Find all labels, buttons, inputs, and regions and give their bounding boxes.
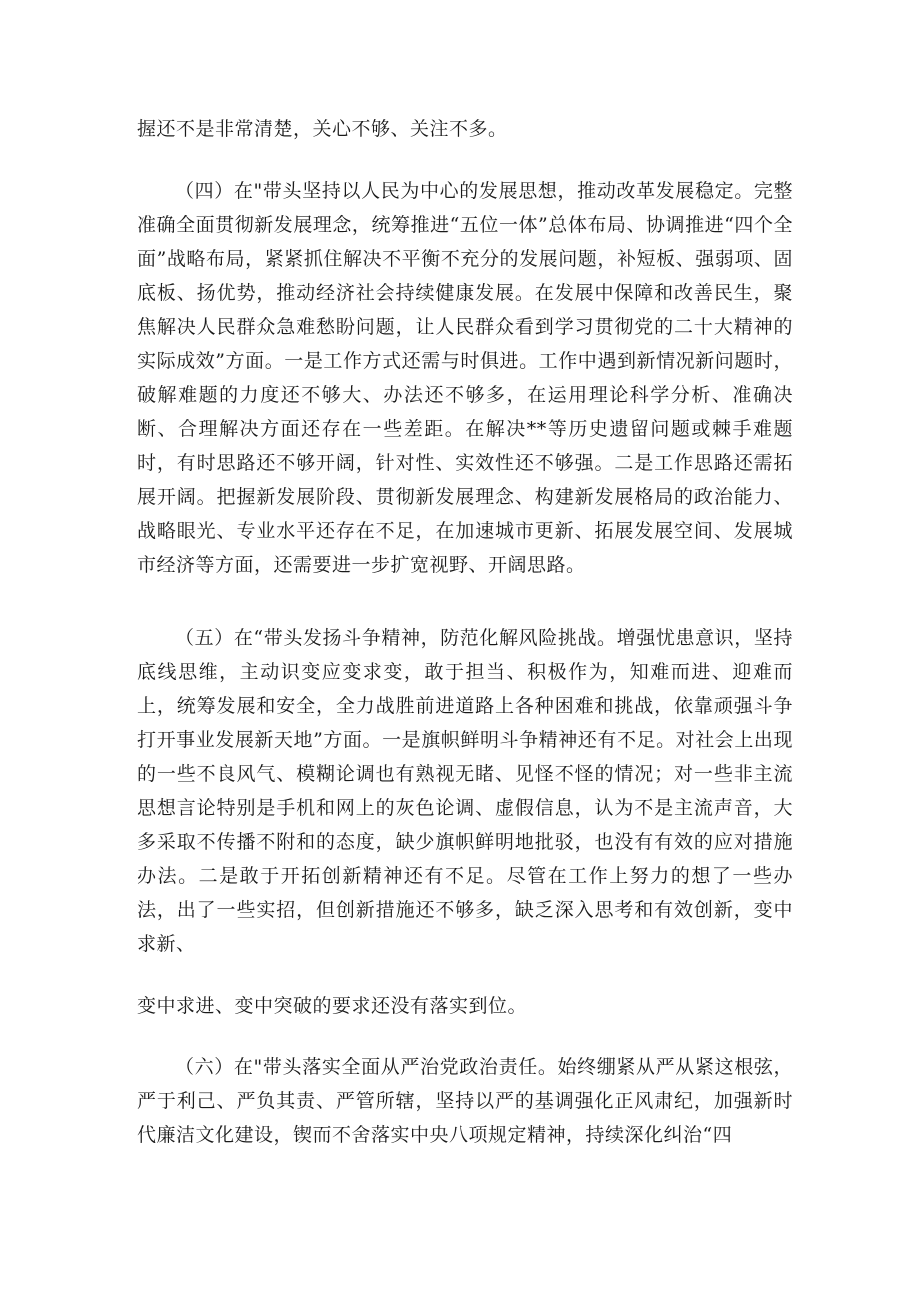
paragraph-continuation: 握还不是非常清楚，关心不够、关注不多。 (137, 118, 508, 140)
paragraph-section-six: （六）在"带头落实全面从严治党政治责任。始终绷紧从严从紧这根弦，严于利己、严负其责、严管所辖，坚持以严的基调强化正风肃纪，加强新时代廉洁文化建设，锲而不舍落实中央八项规定精神，持续深化纠治“四 (137, 1056, 793, 1146)
paragraph-section-five: （五）在“带头发扬斗争精神，防范化解风险挑战。增强忧患意识，坚持底线思维，主动识变应变求变，敢于担当、积极作为，知难而进、迎难而上，统筹发展和安全，全力战胜前进道路上各种困难和挑战，依靠顽强斗争打开事业发展新天地”方面。一是旗帜鲜明斗争精神还有不足。对社会上出现的一些不良风气、模糊论调也有熟视无睹、见怪不怪的情况；对一些非主流思想言论特别是手机和网上的灰色论调、虚假信息，认为不是主流声音，大多采取不传播不附和的态度，缺少旗帜鲜明地批驳，也没有有效的应对措施办法。二是敢于开拓创新精神还有不足。尽管在工作上努力的想了一些办法，出了一些实招，但创新措施还不够多，缺乏深入思考和有效创新，变中求新、 (137, 627, 793, 955)
paragraph-section-four: （四）在"带头坚持以人民为中心的发展思想，推动改革发展稳定。完整准确全面贯彻新发展理念，统筹推进“五位一体”总体布局、协调推进“四个全面”战略布局，紧紧抓住解决不平衡不充分的发展问题，补短板、强弱项、固底板、扬优势，推动经济社会持续健康发展。在发展中保障和改善民生，聚焦解决人民群众急难愁盼问题，让人民群众看到学习贯彻党的二十大精神的实际成效”方面。一是工作方式还需与时俱进。工作中遇到新情况新问题时，破解难题的力度还不够大、办法还不够多，在运用理论科学分析、准确决断、合理解决方面还存在一些差距。在解决**等历史遗留问题或棘手难题时，有时思路还不够开阔，针对性、实效性还不够强。二是工作思路还需拓展开阔。把握新发展阶段、贯彻新发展理念、构建新发展格局的政治能力、战略眼光、专业水平还存在不足，在加速城市更新、拓展发展空间、发展城市经济等方面，还需要进一步扩宽视野、开阔思路。 (137, 180, 793, 576)
paragraph-section-five-continuation: 变中求进、变中突破的要求还没有落实到位。 (137, 995, 528, 1017)
